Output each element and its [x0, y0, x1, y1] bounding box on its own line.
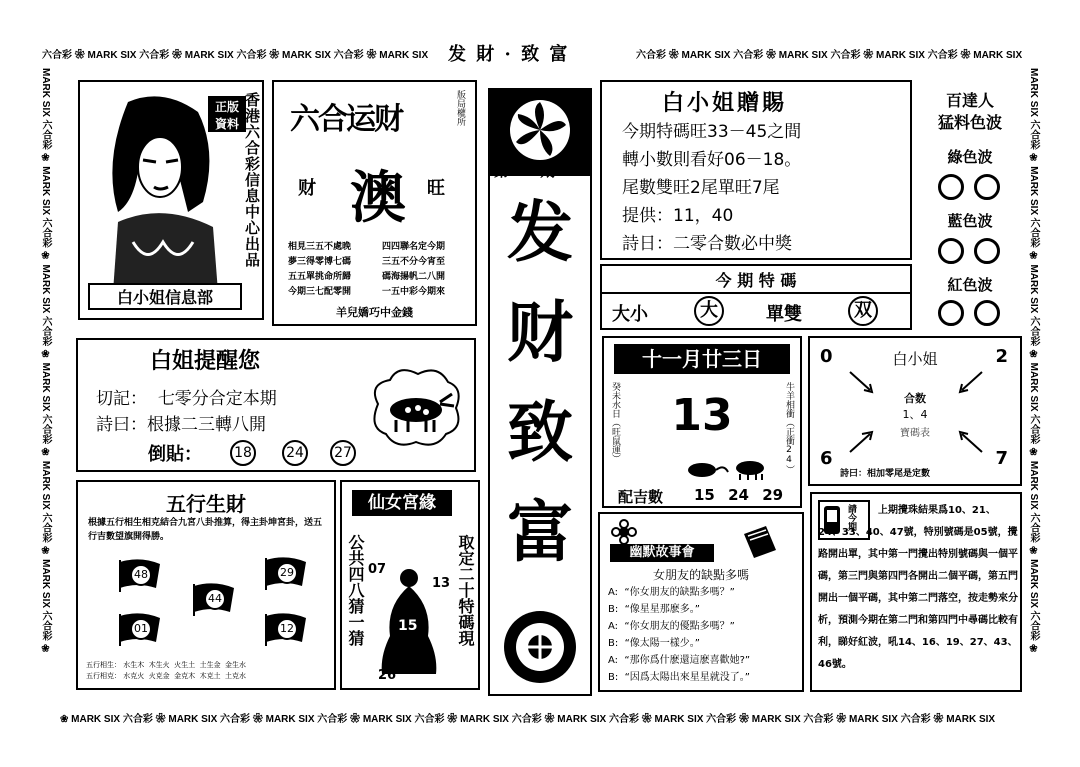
green-wave-label: 綠色波 — [947, 148, 993, 166]
green-wave-circles — [938, 174, 1000, 204]
sum-label: 合数 — [904, 392, 926, 405]
fairy-title: 仙女宮緣 — [352, 490, 452, 516]
portrait-caption: 白小姐信息部 — [88, 283, 242, 310]
color-wave-box — [920, 82, 1020, 332]
special-code-box — [600, 264, 912, 330]
blue-wave-circles — [938, 238, 1000, 268]
special-title: 今 期 特 碼 — [602, 268, 910, 294]
humor-title: 幽默故事會 — [610, 544, 714, 562]
result-text: 上期攪珠結果爲10、21、24、33、40、47號，特別號碼是05號，攪路開出單，其中第一門攪出特別號碼與一個平碼，第三門與第四門各開出二個平碼，第五門開出一個平碼，其中第二門落空，按走勢來分析，預測今期在第二門和第四門中尋碼比較有利，睇好紅波，吼14、16、19、27、43、46號。 — [818, 505, 1018, 670]
bai-box — [600, 80, 912, 260]
official-badge: 正版資料 — [208, 96, 246, 132]
red-wave-circles — [938, 300, 1000, 330]
flag-01: 01 — [118, 612, 162, 646]
fairy-right-text: 取定二十特碼現 — [456, 534, 475, 646]
lucky-label: 配吉數 — [618, 488, 664, 506]
fairy-left-text: 公共四八猜一猜 — [346, 534, 365, 646]
compass-n-tr: 2 — [995, 346, 1008, 367]
bai-lines: 今期特碼旺33－45之間 轉小數則看好06－18。 尾數雙旺2尾單旺7尾 提供：11，40 詩日：二零合數必中獎 — [622, 122, 802, 254]
calendar-date: 十一月廿三日 — [614, 344, 790, 374]
poem-lines-right: 四四聯名定今期 三五不分今宵至 碼海揚帆二八開 一五中彩今期來 — [382, 242, 446, 297]
five-elements-title: 五行生財 — [166, 492, 246, 516]
poem-right-side: 旺 — [427, 178, 445, 199]
poem-left-side: 财 — [298, 178, 316, 199]
size-value: 大 — [694, 296, 724, 326]
odd-even-label: 單雙 — [766, 304, 802, 325]
daotie-label: 倒貼： — [148, 444, 202, 465]
red-wave-label: 紅色波 — [947, 276, 993, 294]
humor-box — [598, 512, 804, 692]
daotie-number-3: 27 — [330, 440, 356, 466]
top-title: 发 財 · 致 富 — [448, 44, 570, 65]
flag-44: 44 — [192, 582, 236, 616]
poem-footer: 羊兒嬌巧中金錢 — [336, 306, 413, 319]
portrait-side-text: 香港六合彩信息中心出品 — [243, 92, 261, 268]
compass-footer: 詩曰：相加零尾是定數 — [840, 469, 931, 479]
reminder-title: 白姐提醒您 — [150, 349, 261, 374]
rat-tiger-icons — [684, 456, 774, 482]
issue-number: 第005期 — [494, 162, 556, 180]
compass-n-br: 7 — [995, 448, 1008, 469]
flag-29: 29 — [264, 556, 308, 590]
center-chars: 发 财 致 富 — [507, 193, 573, 571]
blue-wave-label: 藍色波 — [947, 212, 993, 230]
poem-big-char: 澳 — [350, 165, 406, 231]
compass-n-bl: 6 — [820, 448, 833, 469]
fairy-n1: 07 — [368, 562, 387, 577]
wave-title-2: 猛料色波 — [937, 113, 1002, 132]
sum-values: 1、4 — [902, 408, 928, 421]
fairy-n2: 13 — [432, 576, 451, 591]
poem-title: 六合运财 — [290, 102, 402, 137]
calendar-right-note: 牛羊相衝（正衝24） — [784, 382, 794, 474]
bai-title: 白小姐贈賜 — [662, 91, 788, 116]
fairy-box — [340, 480, 480, 690]
reminder-line-1: 切記： 七零分合定本期 — [96, 389, 277, 409]
five-elements-desc: 根據五行相生相克結合九宮八卦推算，得主卦坤宮卦，送五行吉數望旗開得勝。 — [88, 518, 323, 542]
center-column — [488, 88, 592, 696]
odd-even-value: 双 — [848, 296, 878, 326]
top-left-strip: 六合彩 ❀ MARK SIX 六合彩 ❀ MARK SIX 六合彩 ❀ MARK SIX 六合彩 ❀ MARK SIX — [42, 50, 429, 61]
calendar-box — [602, 336, 802, 508]
book-icon — [740, 522, 780, 562]
calendar-day: 13 — [671, 390, 733, 441]
top-right-strip: 六合彩 ❀ MARK SIX 六合彩 ❀ MARK SIX 六合彩 ❀ MARK SIX 六合彩 ❀ MARK SIX — [636, 50, 1023, 61]
lucky-numbers: 15 24 29 — [694, 486, 784, 504]
ox-icon — [368, 364, 464, 450]
humor-dialogue: A: “你女朋友的缺點多嗎？” B: “像星星那麽多。” A: “你女朋友的優點多嗎？” B: “像太陽一樣少。” A: “那你爲什麽還這麽喜歡她?” B: “因爲太陽出來星星就没了。” — [608, 587, 751, 683]
compass-box — [808, 336, 1022, 486]
reminder-box — [76, 338, 476, 472]
poem-lines-left: 相見三五不處晚 夢三得零博七碼 五五單挑命所歸 今期三七配零開 — [288, 242, 352, 297]
size-label: 大小 — [612, 304, 648, 325]
flag-48: 48 — [118, 558, 162, 592]
wave-title-1: 百達人 — [945, 91, 994, 110]
reminder-line-2: 詩曰：根據二三轉八開 — [96, 415, 266, 435]
poem-box — [272, 80, 477, 326]
result-box — [810, 492, 1022, 692]
result-badge: 請今期 — [846, 504, 856, 531]
calendar-left-note: 癸未水日（旺鼠運） — [610, 382, 620, 463]
bottom-strip: ❀ MARK SIX 六合彩 ❀ MARK SIX 六合彩 ❀ MARK SIX 六合彩 ❀ MARK SIX 六合彩 ❀ MARK SIX 六合彩 ❀ MARK SIX 六合彩 ❀ MARK SIX 六合彩 ❀ MARK SIX 六合彩 ❀ MARK SIX 六合彩 ❀ MARK SIX — [60, 714, 996, 725]
five-elements-rows: 五行相生： 水生木 木生火 火生土 土生金 金生水 五行相克： 水克火 火克金 金克木 木克土 土克水 — [86, 661, 247, 680]
compass-n-tl: 0 — [820, 346, 833, 367]
fortune-wheel-icon — [498, 606, 582, 688]
portrait-box — [78, 80, 264, 320]
right-strip: MARK SIX 六合彩 ❀ MARK SIX 六合彩 ❀ MARK SIX 六合彩 ❀ MARK SIX 六合彩 ❀ MARK SIX 六合彩 ❀ MARK SIX 六合彩 ❀ — [1028, 68, 1039, 655]
flag-12: 12 — [264, 612, 308, 646]
compass-title: 白小姐 — [892, 350, 938, 368]
five-elements-box — [76, 480, 336, 690]
fairy-n3: 15 — [398, 618, 418, 634]
fairy-n4: 26 — [378, 668, 397, 683]
compass-stamp: 寶碼表 — [900, 428, 930, 439]
poem-stamp: 版局權所 — [455, 90, 465, 126]
daotie-number-1: 18 — [230, 440, 256, 466]
left-strip: MARK SIX 六合彩 ❀ MARK SIX 六合彩 ❀ MARK SIX 六合彩 ❀ MARK SIX 六合彩 ❀ MARK SIX 六合彩 ❀ MARK SIX 六合彩 ❀ — [40, 68, 51, 655]
humor-headline: 女朋友的缺點多嗎 — [652, 568, 749, 582]
daotie-number-2: 24 — [282, 440, 308, 466]
